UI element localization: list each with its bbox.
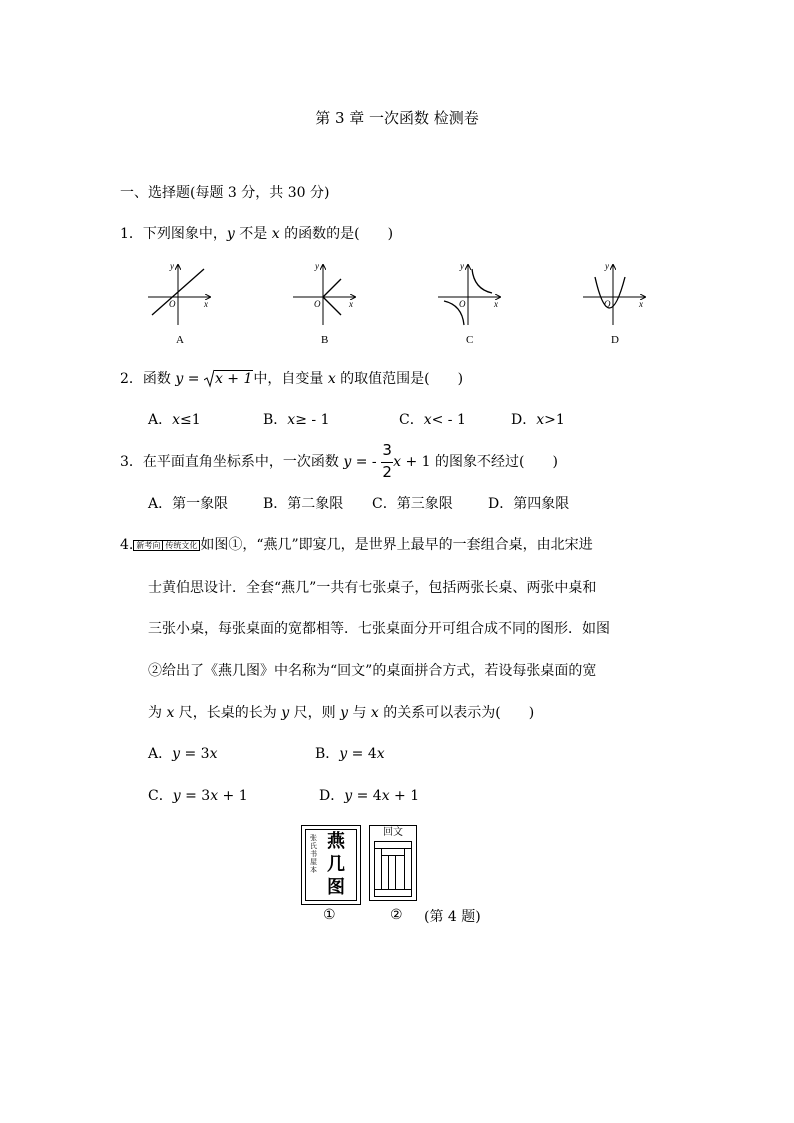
q3-option-c[interactable]: C．第三象限 <box>372 496 453 512</box>
question-3: 3．在平面直角坐标系中，一次函数 y = - $\frac{3}{2}$ x + 1 的图象不经过( ) <box>120 441 558 481</box>
book-title: 燕几图 <box>327 831 345 898</box>
question-number: 1． <box>120 226 143 242</box>
question-4-line-4: ②给出了《燕几图》中名称为“回文”的桌面拼合方式，若设每张桌面的宽 <box>148 663 597 679</box>
q1-graphs <box>140 255 660 350</box>
q2-option-b[interactable]: B．x≥ - 1 <box>263 412 330 428</box>
x-axis-label: x <box>639 299 643 309</box>
graph-c <box>438 261 500 346</box>
y-axis-label: y <box>315 261 319 271</box>
y-axis-label: y <box>605 261 609 271</box>
graph-a <box>148 261 210 346</box>
fraction: $\frac{3}{2}$ <box>382 441 392 481</box>
badge-new-direction: 新考向 <box>133 540 163 551</box>
x-axis-label: x <box>349 299 353 309</box>
origin-label: O <box>314 299 321 309</box>
origin-label: O <box>604 299 611 309</box>
section-header: 一、选择题(每题 3 分，共 30 分) <box>120 185 330 201</box>
graph-label: A <box>176 334 184 346</box>
figure-1-label: ① <box>323 907 336 923</box>
question-4-line-1: 4. 新考向 传统文化 如图①，“燕几”即宴几，是世界上最早的一套组合桌，由北宋进 <box>120 537 593 553</box>
question-2: 2．函数 y = x + 1中，自变量 x 的取值范围是( ) <box>120 371 464 387</box>
q3-option-a[interactable]: A．第一象限 <box>148 496 229 512</box>
question-number: 2． <box>120 371 143 387</box>
figure-huiwen-arrangement <box>369 825 417 901</box>
huiwen-title: 回文 <box>383 827 403 838</box>
q4-option-a[interactable]: A．y = 3x <box>148 746 218 762</box>
y-axis-label: y <box>460 261 464 271</box>
question-4-line-3: 三张小桌，每张桌面的宽都相等．七张桌面分开可组合成不同的图形．如图 <box>148 621 610 637</box>
q4-option-d[interactable]: D．y = 4x + 1 <box>319 788 420 804</box>
badge-traditional-culture: 传统文化 <box>162 540 200 551</box>
graph-label: C <box>466 334 474 346</box>
x-axis-label: x <box>204 299 208 309</box>
question-number: 3． <box>120 454 143 470</box>
q3-option-b[interactable]: B．第二象限 <box>263 496 344 512</box>
figure-yanji-book-cover <box>301 825 361 905</box>
question-4-line-2: 士黄伯思设计．全套“燕几”一共有七张桌子，包括两张长桌、两张中桌和 <box>148 580 597 596</box>
q4-option-c[interactable]: C．y = 3x + 1 <box>148 788 248 804</box>
figure-2-label: ② <box>390 907 403 923</box>
q2-option-a[interactable]: A．x≤1 <box>148 412 201 428</box>
graph-label: B <box>321 334 329 346</box>
question-4-line-5: 为 x 尺，长桌的长为 y 尺，则 y 与 x 的关系可以表示为( ) <box>148 705 535 721</box>
q2-option-c[interactable]: C．x< - 1 <box>399 412 466 428</box>
origin-label: O <box>169 299 176 309</box>
origin-label: O <box>459 299 466 309</box>
question-1: 1．下列图象中，y 不是 x 的函数的是( ) <box>120 226 394 242</box>
book-side-text: 张氏书屋本 <box>310 834 317 874</box>
q2-option-d[interactable]: D．x>1 <box>511 412 565 428</box>
graph-b <box>293 261 355 346</box>
question-number: 4. <box>120 537 134 553</box>
page-title: 第 3 章 一次函数 检测卷 <box>315 109 479 127</box>
graph-d <box>583 261 645 346</box>
q3-option-d[interactable]: D．第四象限 <box>488 496 570 512</box>
q4-option-b[interactable]: B．y = 4x <box>315 746 385 762</box>
graph-label: D <box>611 334 619 346</box>
table-layout-diagram <box>374 841 412 897</box>
x-axis-label: x <box>494 299 498 309</box>
y-axis-label: y <box>170 261 174 271</box>
figure-caption: (第 4 题) <box>424 909 481 925</box>
sqrt-expression: x + 1 <box>204 369 253 389</box>
